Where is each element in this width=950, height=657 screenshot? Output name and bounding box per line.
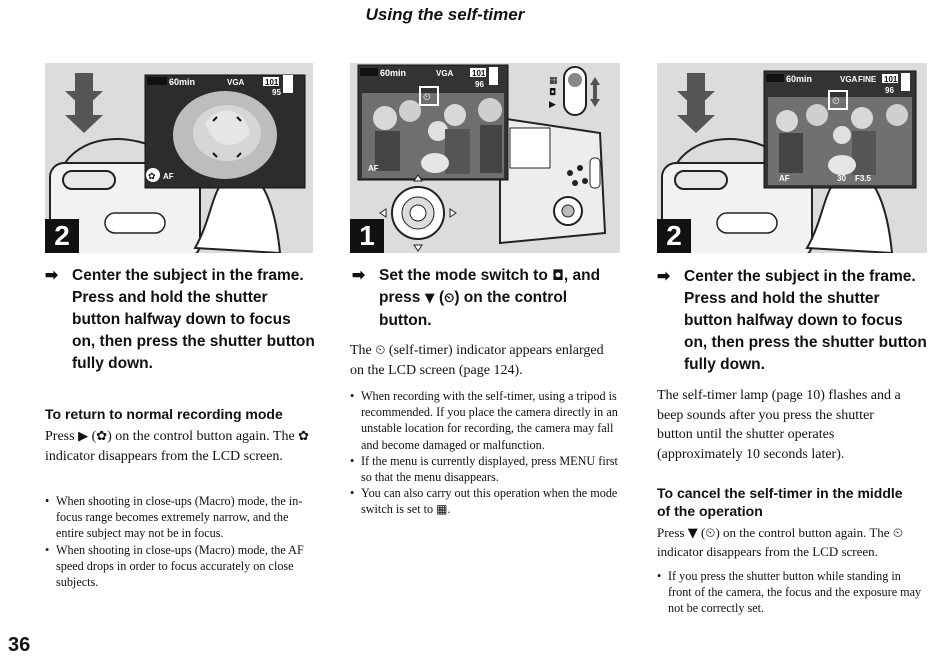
instruction-text: Center the subject in the frame. Press and hold the shutter button halfway down to focus on, then press the shutter button fully down. bbox=[684, 268, 927, 373]
text-span: . bbox=[447, 502, 451, 517]
self-timer-icon: ⏲ bbox=[375, 343, 386, 358]
step-instruction bbox=[352, 265, 622, 332]
list-item: • If the menu is currently displayed, press MENU first so that the menu disappears. bbox=[350, 453, 618, 485]
note-list bbox=[45, 493, 315, 590]
lcd-battery-text: 60min bbox=[380, 68, 407, 78]
page-number: 36 bbox=[8, 634, 31, 656]
text-span: ( bbox=[439, 289, 445, 306]
text-span: The bbox=[350, 343, 372, 358]
text-span: Press bbox=[45, 429, 75, 444]
lcd-battery-text: 60min bbox=[169, 77, 196, 87]
self-timer-icon: ⏲ bbox=[892, 526, 903, 541]
figure-shutter-press-selftimer bbox=[657, 63, 927, 253]
step-number-badge: 2 bbox=[657, 219, 691, 253]
right-arrow-icon: ➡ bbox=[45, 267, 58, 284]
note-list bbox=[657, 568, 922, 617]
self-timer-icon: ⏲ bbox=[705, 526, 716, 541]
paragraph bbox=[45, 427, 315, 466]
list-item bbox=[350, 485, 618, 517]
list-item: • If you press the shutter button while standing in front of the camera, the focus and the exposure may not be correctly set. bbox=[657, 568, 922, 617]
lcd-aperture-text: F3.5 bbox=[855, 174, 872, 183]
step-instruction bbox=[45, 265, 315, 375]
self-timer-icon: ⏲ bbox=[444, 291, 455, 306]
subheading: To cancel the self-timer in the middle of the operation bbox=[657, 485, 903, 519]
text-span: indicator disappears from the LCD screen. bbox=[657, 544, 878, 559]
text-span: ) on the control button again. The bbox=[715, 525, 890, 540]
paragraph: The self-timer lamp (page 10) flashes and a beep sounds after you press the shutter button until the shutter operates (approximately 10 seconds later). bbox=[657, 388, 901, 462]
text-span: ) on the control button. bbox=[379, 289, 568, 329]
lcd-shutter-text: 30 bbox=[837, 174, 846, 183]
playback-mode-icon: ▶ bbox=[549, 100, 556, 110]
step-number-badge: 1 bbox=[350, 219, 384, 253]
movie-mode-icon: ▦ bbox=[549, 76, 558, 86]
lcd-folder-text: 101 bbox=[265, 78, 279, 87]
camera-mode-icon: ◘ bbox=[549, 88, 557, 98]
list-item: • When shooting in close-ups (Macro) mode, the AF speed drops in order to focus accurately on close subjects. bbox=[45, 542, 315, 591]
page-title: Using the self-timer bbox=[365, 5, 525, 24]
text-span: (self-timer) indicator appears enlarged on the LCD screen (page 124). bbox=[350, 343, 604, 378]
paragraph bbox=[657, 524, 925, 561]
triangle-down-icon: ▼ bbox=[687, 526, 698, 541]
text-span: Set the mode switch to bbox=[379, 267, 548, 284]
lcd-battery-text: 60min bbox=[786, 74, 813, 84]
text-span: Press bbox=[657, 525, 685, 540]
lcd-af-text: AF bbox=[163, 172, 174, 181]
lcd-self-timer-icon: ⏲ bbox=[423, 92, 431, 103]
lcd-count-text: 95 bbox=[272, 88, 281, 97]
note-list bbox=[350, 388, 618, 518]
list-item: • When shooting in close-ups (Macro) mode, the in-focus range becomes extremely narrow, and the entire subject may not be in focus. bbox=[45, 493, 315, 542]
triangle-down-icon: ▼ bbox=[424, 291, 435, 306]
lcd-fine-text: FINE bbox=[858, 75, 877, 84]
lcd-count-text: 96 bbox=[885, 86, 894, 95]
right-arrow-icon: ➡ bbox=[352, 267, 365, 284]
text-span: , and press bbox=[379, 267, 601, 306]
macro-flower-icon: ✿ bbox=[298, 429, 310, 444]
paragraph bbox=[350, 341, 620, 380]
lcd-macro-icon: ✿ bbox=[148, 172, 156, 182]
lcd-self-timer-icon: ⏲ bbox=[832, 96, 840, 107]
lcd-folder-text: 101 bbox=[472, 69, 486, 78]
text-span: ( bbox=[91, 429, 97, 444]
triangle-right-icon: ▶ bbox=[78, 429, 89, 444]
text-span: ) on the control button again. The bbox=[107, 429, 295, 444]
step-instruction bbox=[657, 266, 927, 376]
lcd-folder-text: 101 bbox=[884, 75, 898, 84]
text-span: ( bbox=[700, 525, 706, 540]
lcd-af-text: AF bbox=[368, 164, 379, 173]
text-span: You can also carry out this operation when the mode switch is set to bbox=[361, 486, 618, 517]
lcd-vga-text: VGA bbox=[840, 75, 858, 84]
lcd-count-text: 96 bbox=[475, 80, 484, 89]
text-span: indicator disappears from the LCD screen. bbox=[45, 448, 283, 464]
right-arrow-icon: ➡ bbox=[657, 268, 670, 285]
figure-mode-switch-control bbox=[350, 63, 620, 253]
step-number-badge: 2 bbox=[45, 219, 79, 253]
camera-mode-icon: ◘ bbox=[552, 268, 564, 284]
lcd-vga-text: VGA bbox=[436, 69, 454, 78]
instruction-text bbox=[379, 265, 622, 332]
list-item: • When recording with the self-timer, using a tripod is recommended. If you place the camera directly in an unstable location for recording, the camera may fall and become damaged or malfunction. bbox=[350, 388, 618, 453]
instruction-text: Center the subject in the frame. Press and hold the shutter button halfway down to focus on, then press the shutter button fully down. bbox=[72, 267, 315, 372]
movie-mode-icon: ▦ bbox=[436, 502, 448, 517]
lcd-vga-text: VGA bbox=[227, 78, 245, 87]
lcd-af-text: AF bbox=[779, 174, 790, 183]
macro-flower-icon: ✿ bbox=[96, 429, 108, 444]
figure-shutter-press-macro bbox=[45, 63, 313, 253]
subheading: To return to normal recording mode bbox=[45, 406, 283, 422]
